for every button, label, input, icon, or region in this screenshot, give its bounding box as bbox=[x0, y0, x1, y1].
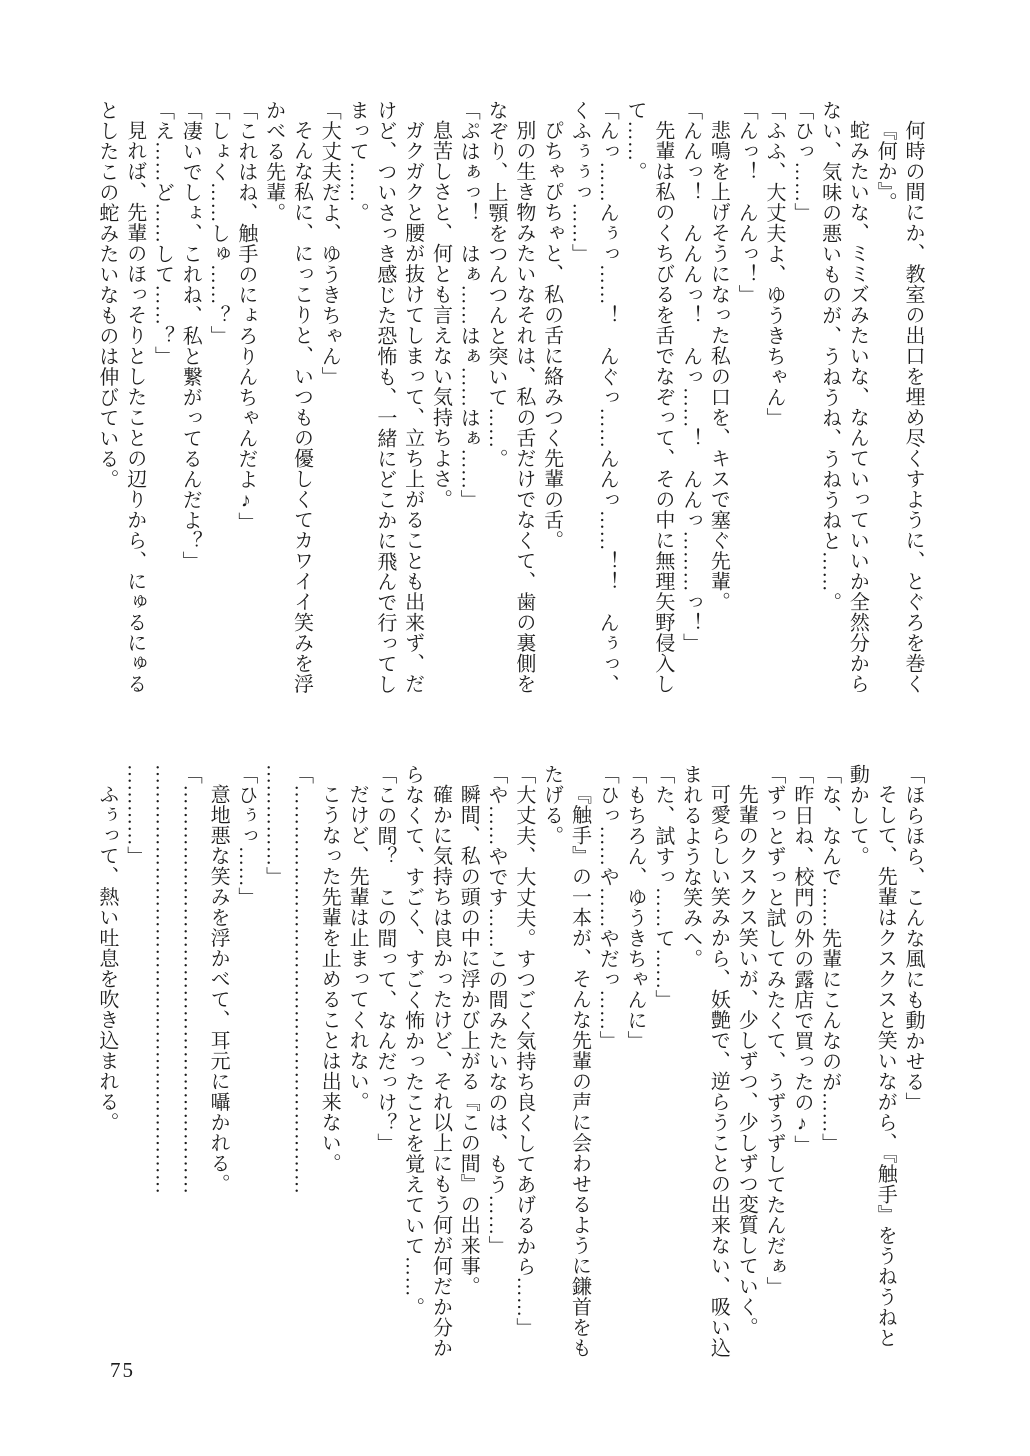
text-column: たげる。 bbox=[540, 764, 563, 846]
text-column: そんな私に、にっこりと、いつもの優しくてカワイイ笑みを浮 bbox=[290, 120, 313, 694]
text-column: 可愛らしい笑みから、妖艶で、逆らうことの出来ない、吸い込 bbox=[707, 784, 730, 1358]
redacted-text-column: 「…………………………………………………… bbox=[290, 764, 313, 1195]
text-column: 「んっ……んぅっ……！ んぐっ……んんっ……！！ んぅっ、 bbox=[596, 100, 619, 695]
text-column: 『何か』。 bbox=[874, 120, 897, 213]
text-column: 「これはね、触手のにょろりんちゃんだよ♪」 bbox=[234, 100, 257, 533]
text-column: ふぅって、熱い吐息を吹き込まれる。 bbox=[95, 784, 118, 1133]
text-column: 「や……やです……この間みたいなのは、もう……」 bbox=[485, 764, 508, 1256]
text-column: 「この間？ この間って、なんだっけ？」 bbox=[373, 764, 396, 1154]
text-column: 「ぷはぁっ！ はぁ……はぁ……はぁ……」 bbox=[457, 100, 480, 510]
redacted-text-column: …………」 bbox=[123, 764, 146, 867]
text-column: 「え……ど……して……？」 bbox=[151, 100, 174, 367]
text-column: 息苦しさと、何とも言えない気持ちよさ。 bbox=[429, 120, 452, 510]
text-column: らなくて、すごく、すごく怖かったことを覚えていて……。 bbox=[401, 764, 424, 1318]
text-column: 先輩のクスクス笑いが、少しずつ、少しずつ変質していく。 bbox=[735, 784, 758, 1338]
text-column: 「もちろん、ゆうきちゃんに」 bbox=[624, 764, 647, 1051]
text-column: 先輩は私のくちびるを舌でなぞって、その中に無理矢野侵入し bbox=[651, 120, 674, 694]
text-column: 瞬間、私の頭の中に浮かび上がる『この間』の出来事。 bbox=[457, 784, 480, 1297]
text-column: 「ひぅっ……」 bbox=[234, 764, 257, 908]
text-column: 「大丈夫、大丈夫。すつごく気持ち良くしてあげるから……」 bbox=[512, 764, 535, 1338]
text-column: こうなった先輩を止めることは出来ない。 bbox=[318, 784, 341, 1174]
text-column: 「んんっ！ んんんっ！ んっ……！ んんっ………っ！」 bbox=[679, 100, 702, 654]
text-column: けど、ついさっき感じた恐怖も、一緒にどこかに飛んで行ってし bbox=[373, 100, 396, 695]
text-column: 「た、試すっ……て……」 bbox=[651, 764, 674, 1010]
text-column: ガクガクと腰が抜けてしまって、立ち上がることも出来ず、だ bbox=[401, 120, 424, 694]
text-column: まって……。 bbox=[346, 100, 369, 223]
text-column: 『触手』の一本が、そんな先輩の声に会わせるように鎌首をも bbox=[568, 784, 591, 1358]
text-column: 「ひっ……」 bbox=[790, 100, 813, 223]
text-column: 蛇みたいな、ミミズみたいな、なんていっていいか全然分から bbox=[846, 120, 869, 694]
redacted-text-column: ……………………………………………………… bbox=[151, 764, 174, 1195]
text-column: まれるような笑みへ。 bbox=[679, 764, 702, 969]
text-column: ない、気味の悪いものが、うねうね、うねうねと……。 bbox=[818, 100, 841, 613]
text-column: 「大丈夫だよ、ゆうきちゃん」 bbox=[318, 100, 341, 387]
redacted-text-column: ……………」 bbox=[262, 764, 285, 887]
text-column: ぴちゃぴちゃと、私の舌に絡みつく先輩の舌。 bbox=[540, 120, 563, 551]
text-column: 見れば、先輩のほっそりとしたことの辺りから、にゅるにゅる bbox=[123, 120, 146, 694]
text-column: 悲鳴を上げそうになった私の口を、キスで塞ぐ先輩。 bbox=[707, 120, 730, 612]
text-column: 動かして。 bbox=[846, 764, 869, 867]
text-column: 確かに気持ちは良かったけど、それ以上にもう何が何だか分か bbox=[429, 784, 452, 1358]
text-column: なぞり、上顎をつんつんと突いて……。 bbox=[485, 100, 508, 469]
redacted-text-column: 「…………………………………………………… bbox=[179, 764, 202, 1195]
text-column: 「ずっとずっと試してみたくて、うずうずしてたんだぁ」 bbox=[763, 764, 786, 1297]
text-column: 「しょく……しゅ……？」 bbox=[207, 100, 230, 346]
text-column: 「んっ！ んんっ！」 bbox=[735, 100, 758, 305]
text-column: かべる先輩。 bbox=[262, 100, 285, 223]
text-column: 「凄いでしょ、これね、私と繋がってるんだよ？」 bbox=[179, 100, 202, 572]
text-column: くふぅぅっ……」 bbox=[568, 100, 591, 264]
text-column: としたこの蛇みたいなものは伸びている。 bbox=[95, 100, 118, 490]
page-number: 75 bbox=[110, 1358, 135, 1382]
text-column: 「ほらほら、こんな風にも動かせる」 bbox=[902, 764, 924, 1113]
text-column: 何時の間にか、教室の出口を埋め尽くすように、とぐろを巻く bbox=[902, 120, 924, 694]
text-column: 意地悪な笑みを浮かべて、耳元に囁かれる。 bbox=[207, 784, 230, 1194]
text-column: だけど、先輩は止まってくれない。 bbox=[346, 784, 369, 1112]
text-column: 別の生き物みたいなそれは、私の舌だけでなくて、歯の裏側を bbox=[512, 120, 535, 694]
text-column: 「な、なんで……先輩にこんなのが……」 bbox=[818, 764, 841, 1154]
text-column: 「昨日ね、校門の外の露店で買ったの♪」 bbox=[790, 764, 813, 1156]
text-column: 「ひっ……や……やだっ……」 bbox=[596, 764, 619, 1051]
text-column: て……。 bbox=[624, 100, 647, 182]
text-block-upper bbox=[92, 100, 926, 702]
text-column: 「ふふ、大丈夫よ、ゆうきちゃん」 bbox=[763, 100, 786, 428]
text-block-lower bbox=[92, 764, 926, 1358]
text-column: そして、先輩はクスクスと笑いながら、『触手』をうねうねと bbox=[874, 784, 897, 1348]
